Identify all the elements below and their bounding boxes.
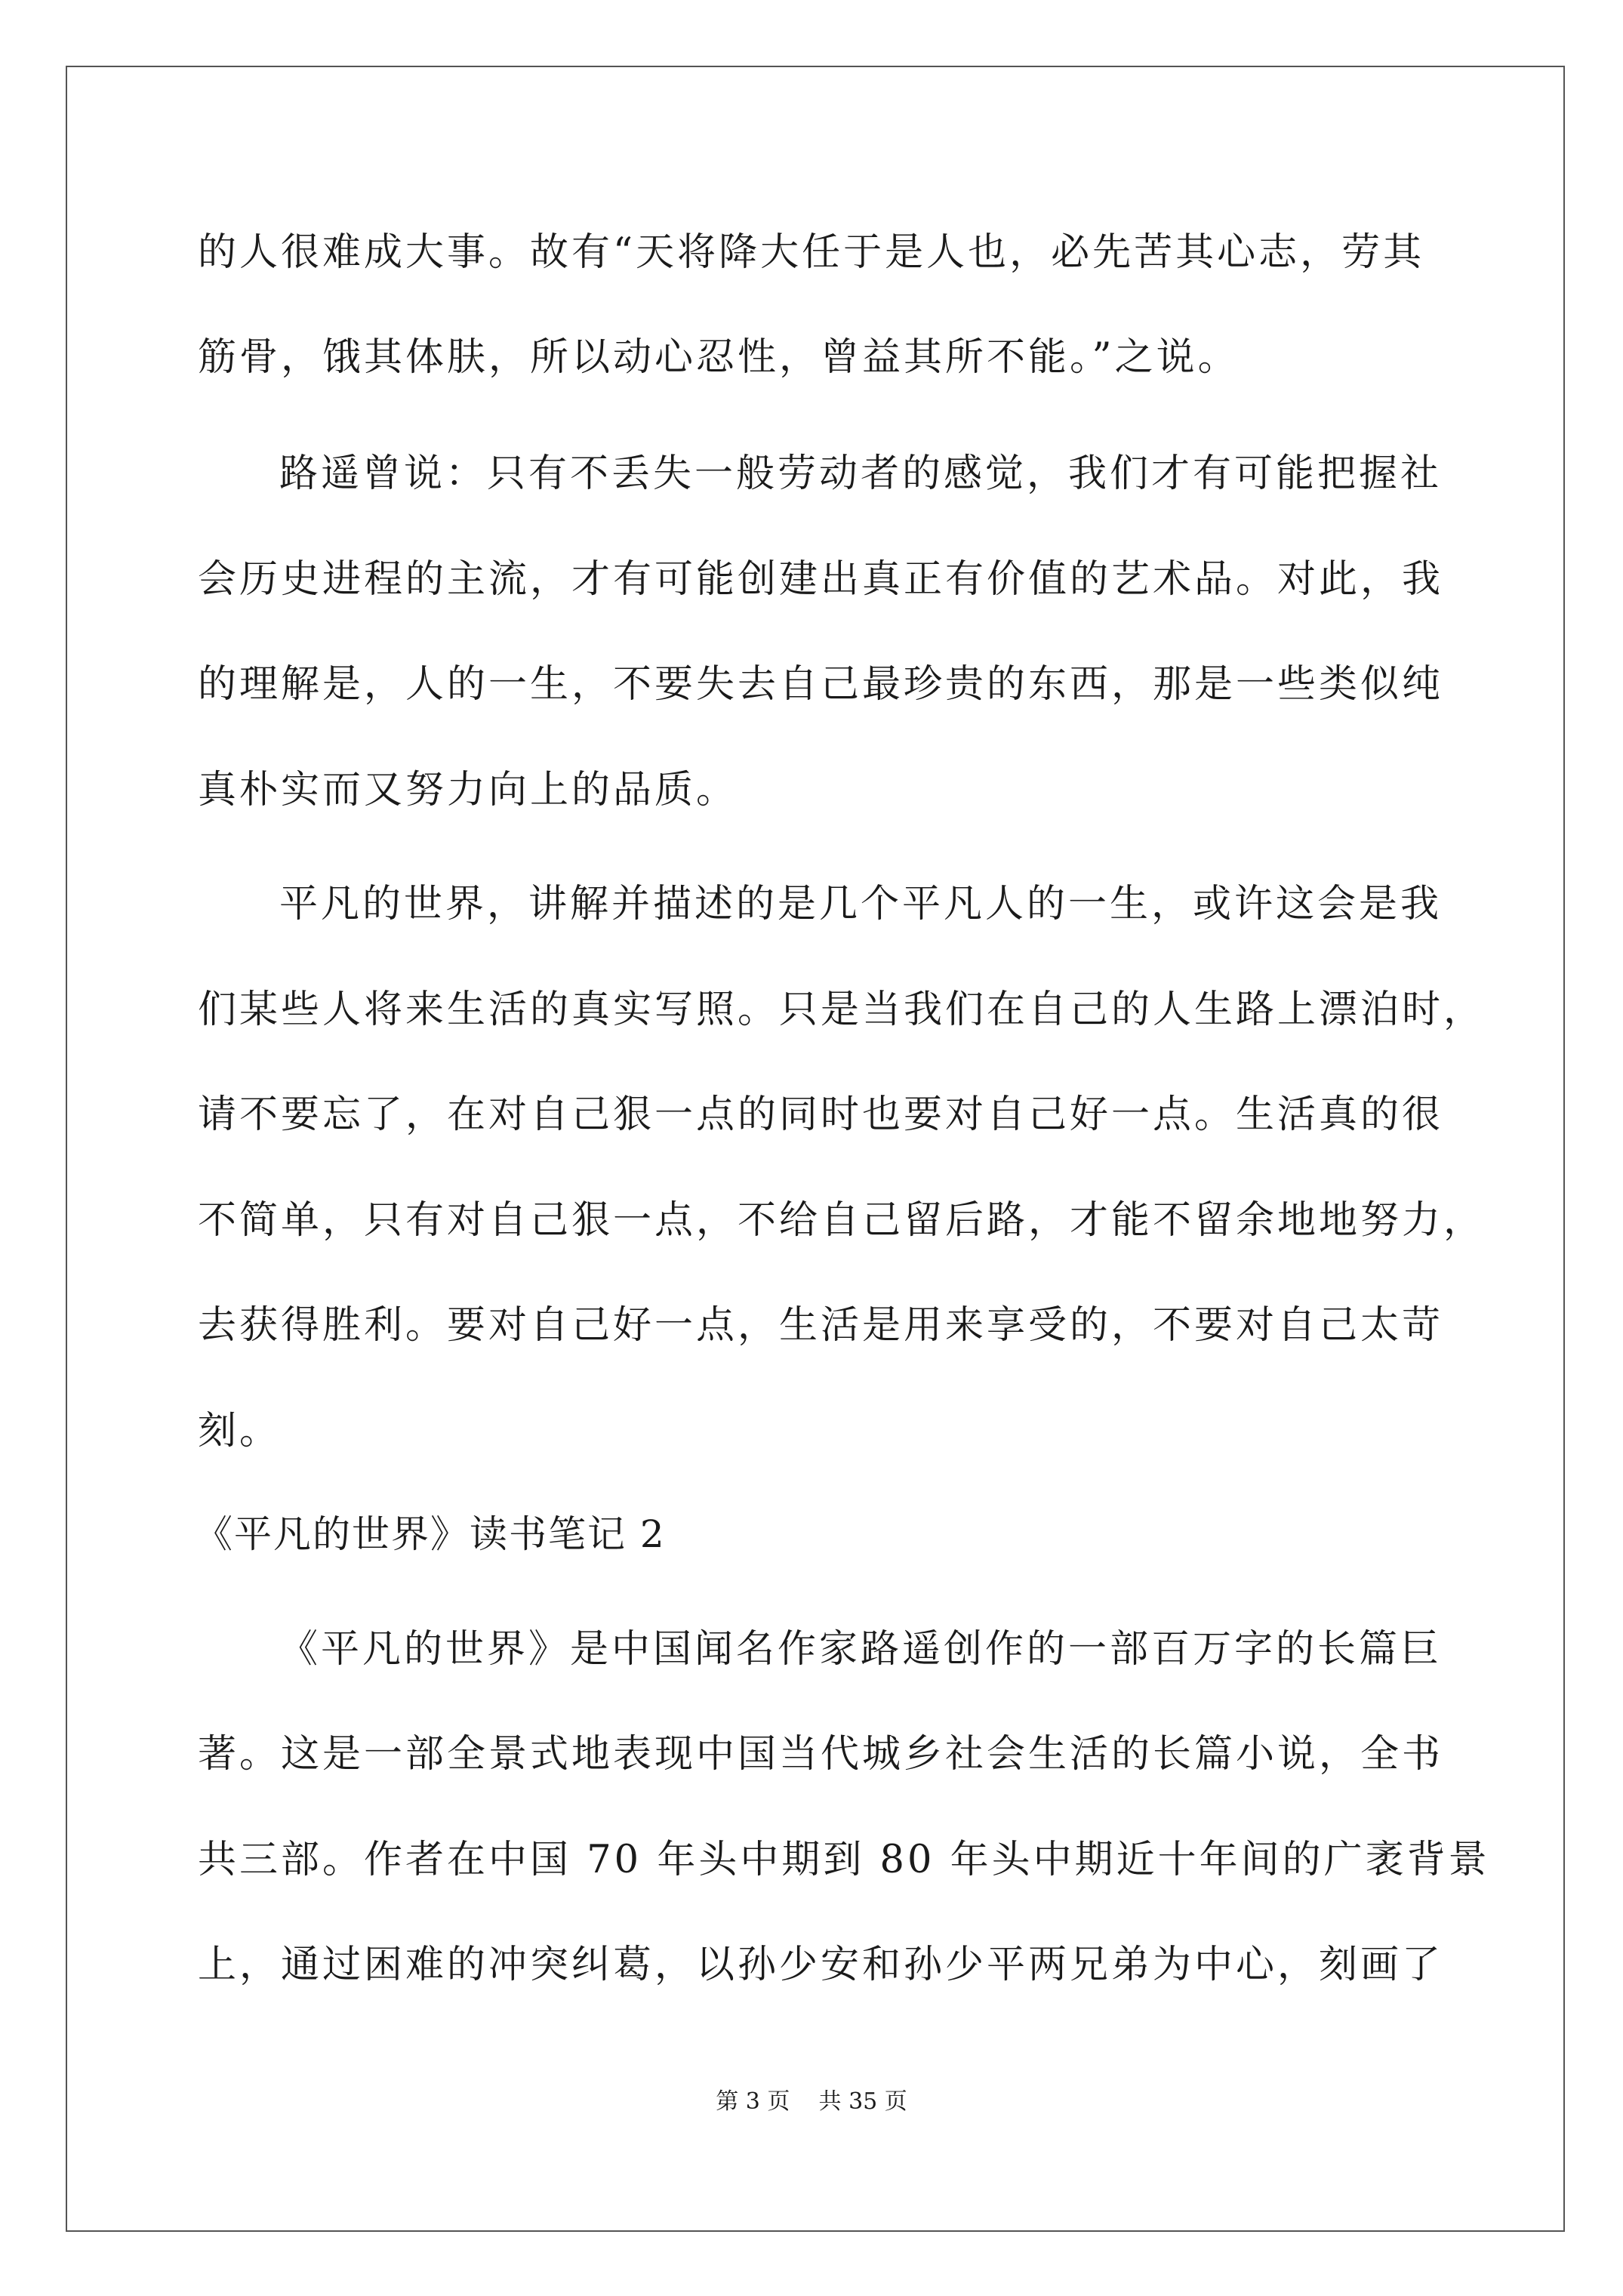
page-total: 共 35 页 — [818, 2088, 907, 2115]
body-text-line: 《平凡的世界》是中国闻名作家路遥创作的一部百万字的长篇巨 — [279, 1627, 1443, 1672]
body-text-line: 会历史进程的主流，才有可能创建出真正有价值的艺术品。对此，我 — [198, 557, 1444, 602]
body-text-line: 的人很难成大事。故有“天将降大任于是人也，必先苦其心志，劳其 — [198, 230, 1425, 275]
body-text-line: 的理解是，人的一生，不要失去自己最珍贵的东西，那是一些类似纯 — [198, 662, 1444, 707]
body-text-line: 不简单，只有对自己狠一点，不给自己留后路，才能不留余地地努力， — [198, 1198, 1486, 1243]
body-text-line: 真朴实而又努力向上的品质。 — [198, 768, 738, 812]
page-number: 第 3 页 — [716, 2088, 790, 2115]
page-footer — [0, 2088, 1623, 2116]
body-text-line: 去获得胜利。要对自己好一点，生活是用来享受的，不要对自己太苛 — [198, 1303, 1444, 1348]
body-text-line: 请不要忘了，在对自己狠一点的同时也要对自己好一点。生活真的很 — [198, 1093, 1444, 1137]
body-text-line: 平凡的世界，讲解并描述的是几个平凡人的一生，或许这会是我 — [279, 882, 1443, 926]
section-heading: 《平凡的世界》读书笔记 2 — [195, 1512, 666, 1556]
body-text-line: 上，通过困难的冲突纠葛，以孙少安和孙少平两兄弟为中心，刻画了 — [198, 1943, 1444, 1987]
body-text-line: 筋骨，饿其体肤，所以动心忍性，曾益其所不能。”之说。 — [198, 335, 1240, 380]
page-border — [66, 66, 1565, 2232]
body-text-line: 刻。 — [198, 1409, 282, 1453]
body-text-line: 著。这是一部全景式地表现中国当代城乡社会生活的长篇小说，全书 — [198, 1732, 1444, 1777]
body-text-line: 们某些人将来生活的真实写照。只是当我们在自己的人生路上漂泊时， — [198, 988, 1486, 1032]
body-text-line: 共三部。作者在中国 70 年头中期到 80 年头中期近十年间的广袤背景 — [198, 1838, 1490, 1882]
body-text-line: 路遥曾说：只有不丢失一般劳动者的感觉，我们才有可能把握社 — [279, 451, 1443, 496]
